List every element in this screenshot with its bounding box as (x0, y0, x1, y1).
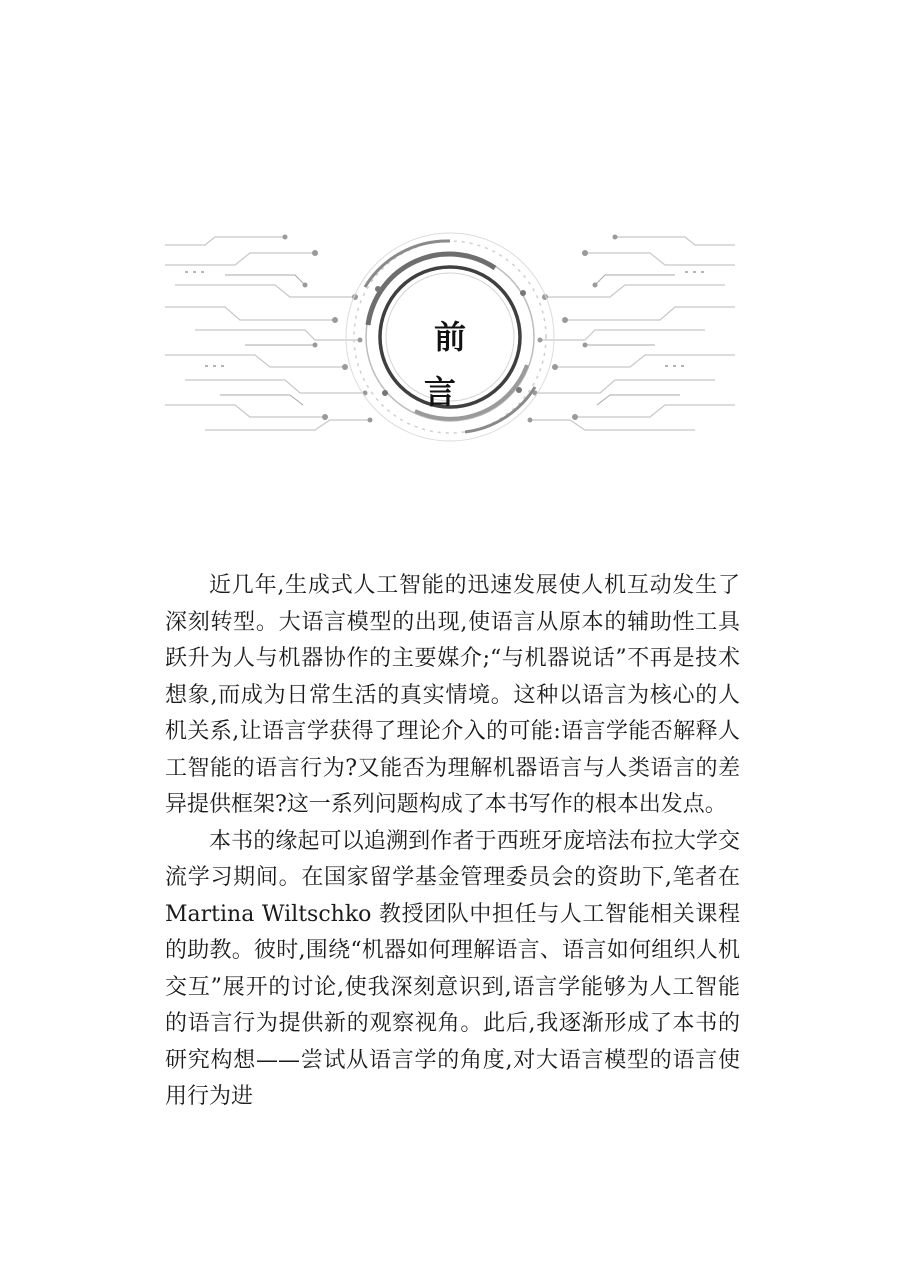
chapter-title: 前言 (423, 318, 486, 411)
circuit-banner-illustration (165, 225, 735, 450)
paragraph-2: 本书的缘起可以追溯到作者于西班牙庞培法布拉大学交流学习期间。在国家留学基金管理委员会的资助下,笔者在Martina Wiltschko 教授团队中担任与人工智能相关课程的助教。彼时,围绕“机器如何理解语言、语言如何组织人机交互”展开的讨论,使我深刻意识到,语言学能够为人工智能的语言行为提供新的观察视角。此后,我逐渐形成了本书的研究构想——尝试从语言学的角度,对大语言模型的语言使用行为进 (165, 828, 740, 1109)
paragraph-1: 近几年,生成式人工智能的迅速发展使人机互动发生了深刻转型。大语言模型的出现,使语言从原本的辅助性工具跃升为人与机器协作的主要媒介;“与机器说话”不再是技术想象,而成为日常生活的真实情境。这种以语言为核心的人机关系,让语言学获得了理论介入的可能:语言学能否解释人工智能的语言行为?又能否为理解机器语言与人类语言的差异提供框架?这一系列问题构成了本书写作的根本出发点。 (165, 573, 740, 817)
preface-body (165, 568, 740, 1116)
